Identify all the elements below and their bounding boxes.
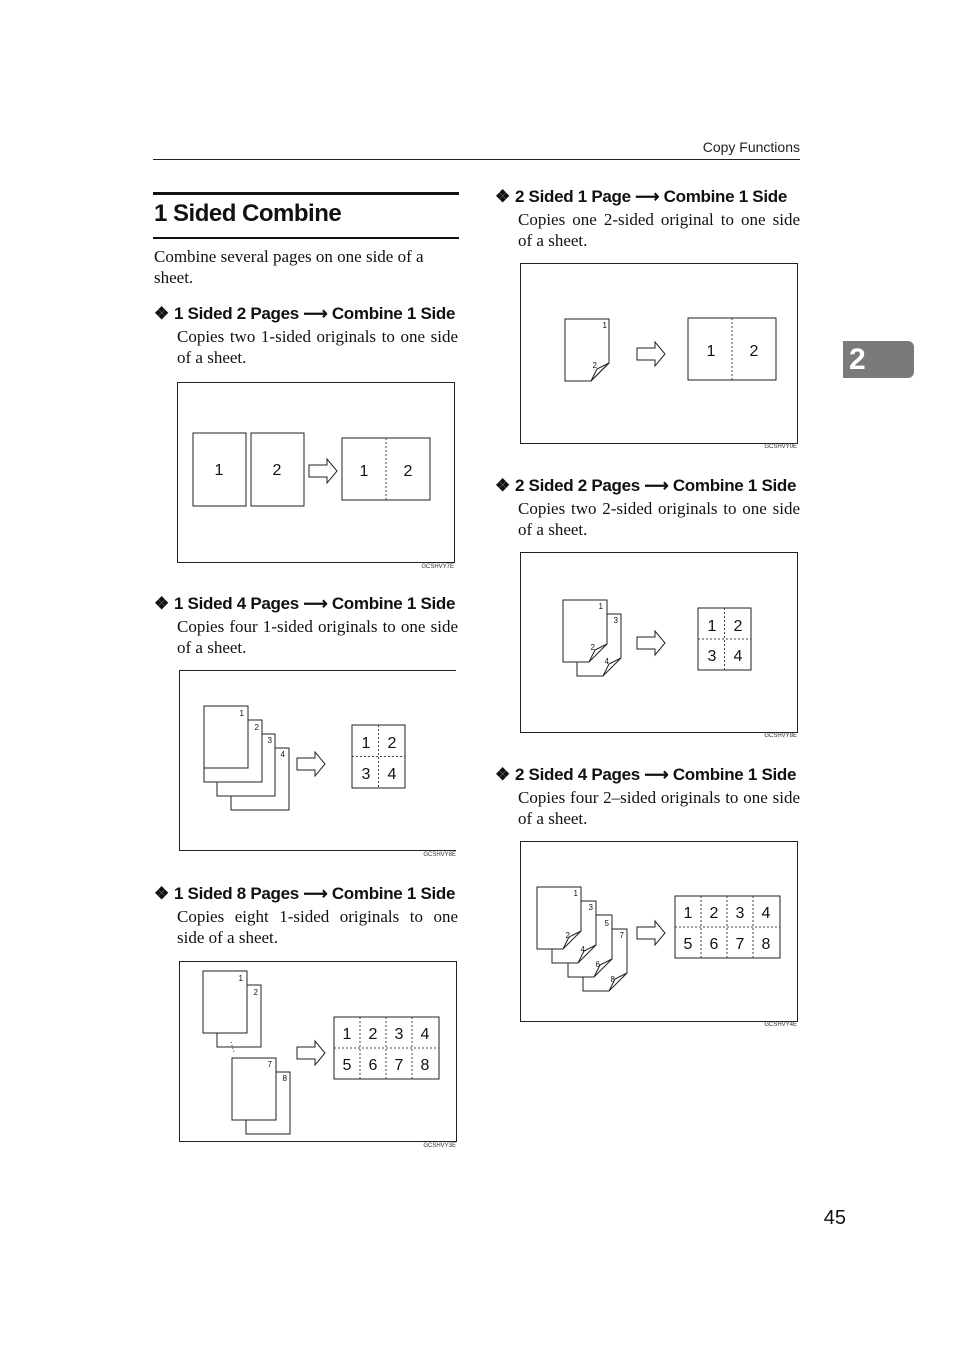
svg-text:5: 5 [683,936,693,953]
svg-text:1: 1 [602,321,607,330]
title-rule-bottom [153,237,459,239]
figure-code: GCSHVY0E [764,444,797,450]
figure-code: GCSHVY8E [764,733,797,739]
svg-text:6: 6 [709,936,719,953]
figure-2sided-4pages [520,841,798,1022]
item-desc-1sided-8pages: Copies eight 1-sided originals to one side of a sheet. [177,907,458,947]
diamond-bullet-icon: ❖ [495,765,510,784]
svg-text:1: 1 [598,602,603,611]
item-desc-2sided-1page: Copies one 2-sided original to one side of a sheet. [518,210,800,250]
item-title-text: 1 Sided 2 Pages ⟶ Combine 1 Side [173,304,456,323]
diamond-bullet-icon: ❖ [154,884,169,903]
svg-text:1: 1 [361,735,371,752]
item-desc-1sided-2pages: Copies two 1-sided originals to one side of a sheet. [177,327,458,367]
svg-text:2: 2 [749,343,759,360]
svg-text:3: 3 [361,766,371,783]
svg-text:7: 7 [394,1057,404,1074]
svg-text:1: 1 [214,462,224,479]
chapter-number: 2 [849,343,866,376]
item-title-text: 2 Sided 2 Pages ⟶ Combine 1 Side [514,476,797,495]
svg-text:2: 2 [709,905,719,922]
section-title: 1 Sided Combine [154,200,342,227]
svg-text:2: 2 [565,931,570,940]
figure-1sided-2pages [177,382,455,563]
figure-2sided-1page [520,263,798,444]
svg-text:1: 1 [707,618,717,635]
item-title-2sided-2pages [495,476,796,496]
svg-text:2: 2 [387,735,397,752]
svg-text:4: 4 [761,905,771,922]
item-desc-2sided-2pages: Copies two 2-sided originals to one side of a sheet. [518,499,800,539]
svg-text:1: 1 [239,709,244,718]
svg-text:2: 2 [590,643,595,652]
svg-text:1: 1 [238,974,243,983]
svg-text:2: 2 [272,462,282,479]
svg-text:1: 1 [706,343,716,360]
svg-text:6: 6 [368,1057,378,1074]
svg-text:1: 1 [342,1026,352,1043]
figure-code: GCSHVY4E [764,1022,797,1028]
svg-text:3: 3 [735,905,745,922]
figure-1sided-8pages [179,961,457,1142]
item-title-text: 1 Sided 8 Pages ⟶ Combine 1 Side [173,884,456,903]
figure-code: GCSHVY3E [423,1143,456,1149]
header-rule [153,159,800,160]
svg-text:1: 1 [359,463,369,480]
figure-1sided-4pages [179,670,456,851]
svg-text:3: 3 [267,736,272,745]
svg-text:2: 2 [592,361,597,370]
svg-text:2: 2 [368,1026,378,1043]
figure-code: GCSHVY8E [423,852,456,858]
svg-text:4: 4 [387,766,397,783]
svg-text:2: 2 [253,988,258,997]
svg-text:5: 5 [604,919,609,928]
figure-code: GCSHVY7E [421,564,454,570]
item-title-1sided-2pages [154,304,455,324]
svg-text:7: 7 [619,931,624,940]
item-title-text: 2 Sided 4 Pages ⟶ Combine 1 Side [514,765,797,784]
item-desc-2sided-4pages: Copies four 2–sided originals to one side of a sheet. [518,788,800,828]
item-title-2sided-1page [495,187,787,207]
diamond-bullet-icon: ❖ [495,476,510,495]
svg-text:4: 4 [580,945,585,954]
item-title-1sided-8pages [154,884,455,904]
svg-text:8: 8 [420,1057,430,1074]
svg-text:6: 6 [595,960,600,969]
svg-text:2: 2 [403,463,413,480]
item-desc-1sided-4pages: Copies four 1-sided originals to one side of a sheet. [177,617,458,657]
svg-text:2: 2 [733,618,743,635]
figure-2sided-2pages [520,552,798,733]
svg-text:1: 1 [683,905,693,922]
svg-text:4: 4 [280,750,285,759]
chapter-tab [843,341,914,378]
item-title-text: 1 Sided 4 Pages ⟶ Combine 1 Side [173,594,456,613]
page-number: 45 [823,1207,846,1229]
svg-text:4: 4 [604,657,609,666]
running-head: Copy Functions [702,139,800,155]
diamond-bullet-icon: ❖ [154,304,169,323]
svg-text:8: 8 [761,936,771,953]
svg-text:2: 2 [254,723,259,732]
svg-text:3: 3 [588,903,593,912]
svg-text:4: 4 [733,648,743,665]
svg-text:7: 7 [267,1060,272,1069]
section-intro: Combine several pages on one side of a sheet. [154,247,424,287]
svg-text:3: 3 [707,648,717,665]
diamond-bullet-icon: ❖ [154,594,169,613]
svg-text:5: 5 [342,1057,352,1074]
item-title-text: 2 Sided 1 Page ⟶ Combine 1 Side [514,187,787,206]
svg-text:3: 3 [613,616,618,625]
svg-text:1: 1 [573,889,578,898]
svg-text:8: 8 [282,1074,287,1083]
diamond-bullet-icon: ❖ [495,187,510,206]
svg-text:7: 7 [735,936,745,953]
item-title-2sided-4pages [495,765,796,785]
svg-text:8: 8 [610,975,615,984]
svg-text:4: 4 [420,1026,430,1043]
item-title-1sided-4pages [154,594,455,614]
svg-text:3: 3 [394,1026,404,1043]
title-rule-top [153,192,459,195]
